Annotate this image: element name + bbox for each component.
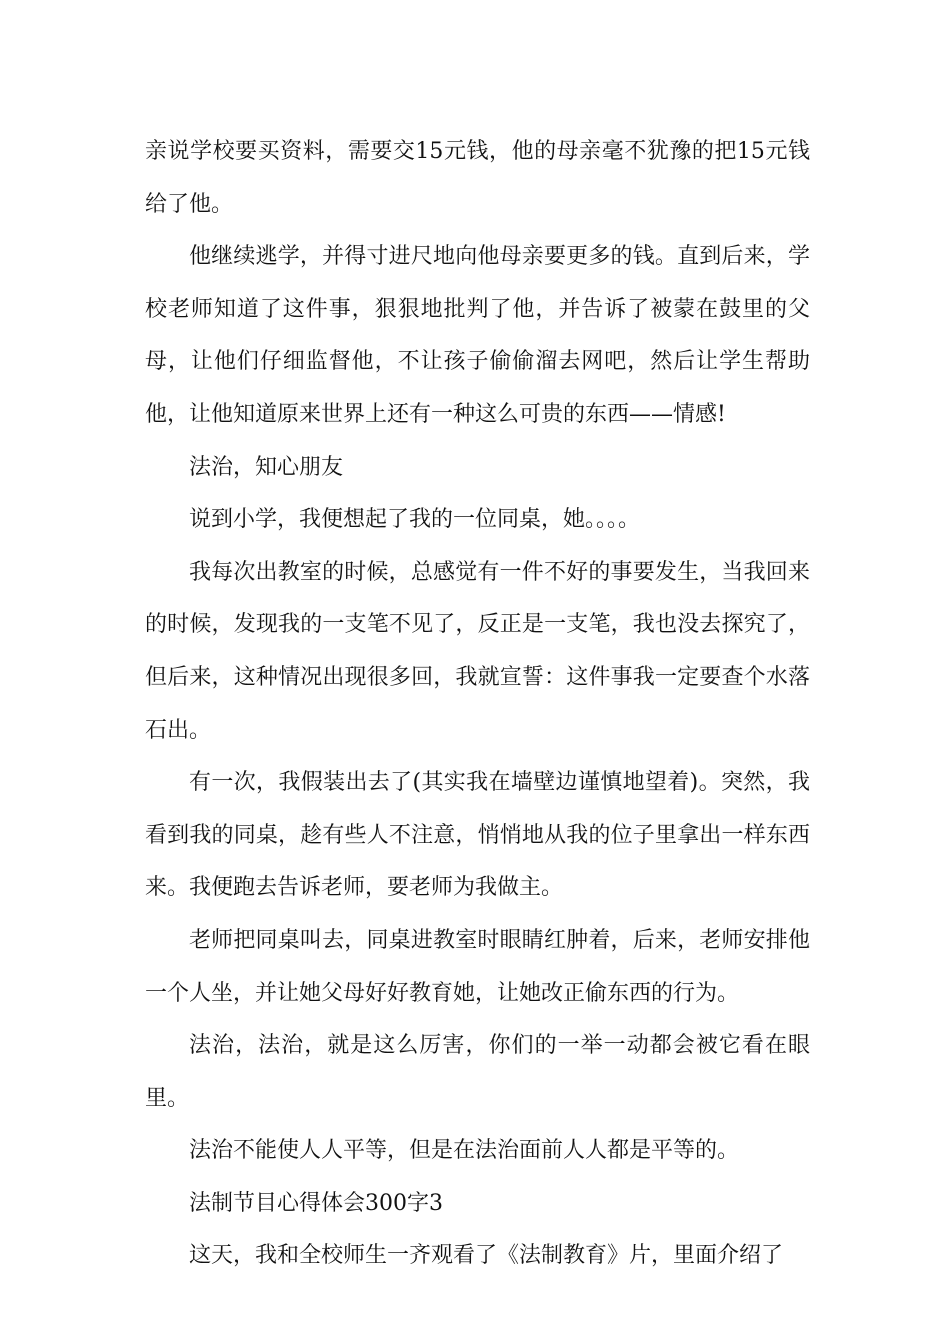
paragraph-4: 我每次出教室的时候，总感觉有一件不好的事要发生，当我回来的时候，发现我的一支笔不见了，反正是一支笔，我也没去探究了，但后来，这种情况出现很多回，我就宣誓：这件事我一定要查个水落石出。 [145,559,810,743]
paragraph-2: 他继续逃学，并得寸进尺地向他母亲要更多的钱。直到后来，学校老师知道了这件事，狠狠地批判了他，并告诉了被蒙在鼓里的父母，让他们仔细监督他，不让孩子偷偷溜去网吧，然后让学生帮助他，让他知道原来世界上还有一种这么可贵的东西——情感! [145,244,810,427]
section-heading-3: 法制节目心得体会300字3 [189,1190,443,1216]
paragraph-1: 亲说学校要买资料，需要交15元钱，他的母亲毫不犹豫的把15元钱给了他。 [145,139,810,217]
document-body [145,126,810,1283]
section-heading-friend: 法治，知心朋友 [189,454,344,480]
paragraph-5: 有一次，我假装出去了(其实我在墙壁边谨慎地望着)。突然，我看到我的同桌，趁有些人不注意，悄悄地从我的位子里拿出一样东西来。我便跑去告诉老师，要老师为我做主。 [145,770,810,901]
paragraph-3: 说到小学，我便想起了我的一位同桌，她。。。。 [189,507,641,533]
paragraph-8: 法治不能使人人平等，但是在法治面前人人都是平等的。 [189,1138,740,1164]
paragraph-9: 这天，我和全校师生一齐观看了《法制教育》片，里面介绍了 [189,1243,784,1269]
paragraph-6: 老师把同桌叫去，同桌进教室时眼睛红肿着，后来，老师安排他一个人坐，并让她父母好好教育她，让她改正偷东西的行为。 [145,927,810,1006]
paragraph-7: 法治，法治，就是这么厉害，你们的一举一动都会被它看在眼里。 [145,1033,810,1111]
